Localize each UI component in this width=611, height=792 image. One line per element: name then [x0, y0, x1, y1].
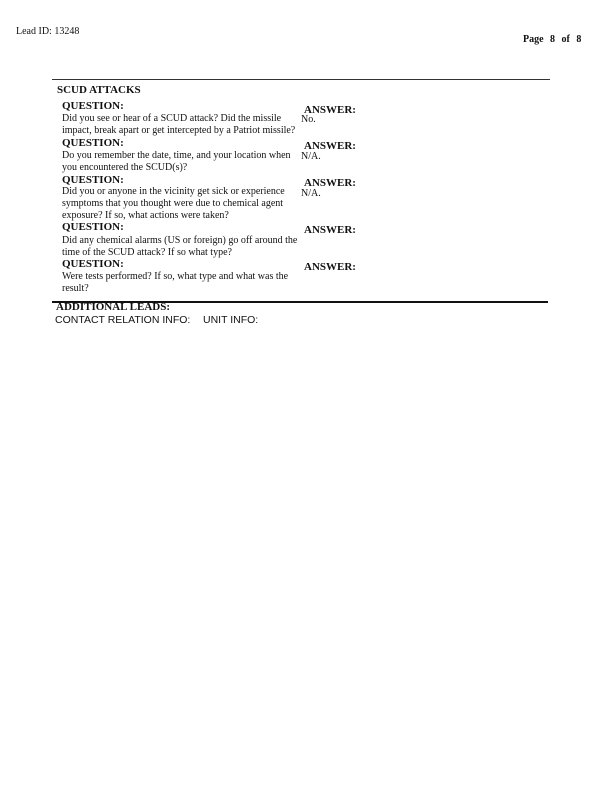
page-label: Page: [523, 34, 544, 45]
question-text: Did any chemical alarms (US or foreign) go off around the time of the SCUD attack? If so what type?: [62, 235, 298, 258]
question-text: Did you or anyone in the vicinity get sick or experience symptoms that you thought were due to chemical agent exposure? If so, what actions were taken?: [62, 186, 285, 221]
page-of: of: [561, 34, 570, 45]
page-total: 8: [576, 34, 582, 45]
question-label: QUESTION:: [62, 174, 124, 186]
answer-label: ANSWER:: [304, 261, 356, 273]
answer-text: No.: [301, 114, 316, 125]
answer-label: ANSWER:: [304, 224, 356, 236]
page-current: 8: [550, 34, 556, 45]
answer-label: ANSWER:: [304, 104, 356, 116]
answer-label: ANSWER:: [304, 177, 356, 189]
answer-text: N/A.: [301, 151, 321, 162]
question-label: QUESTION:: [62, 258, 124, 270]
answer-label: ANSWER:: [304, 140, 356, 152]
question-label: QUESTION:: [62, 221, 124, 233]
unit-info-label: UNIT INFO:: [203, 314, 259, 326]
additional-leads-title: ADDITIONAL LEADS:: [56, 301, 170, 313]
question-label: QUESTION:: [62, 137, 124, 149]
answer-text: N/A.: [301, 188, 321, 199]
question-text: Were tests performed? If so, what type and what was the result?: [62, 271, 289, 294]
question-label: QUESTION:: [62, 100, 124, 112]
top-divider: [52, 79, 550, 80]
lead-id: Lead ID: 13248: [16, 26, 80, 37]
contact-relation-info-label: CONTACT RELATION INFO:: [55, 314, 191, 326]
question-text: Do you remember the date, time, and your location when you encountered the SCUD(s)?: [62, 150, 291, 173]
page-number: [523, 34, 585, 45]
question-text: Did you see or hear of a SCUD attack? Did the missile impact, break apart or get intercepted by a Patriot missile?: [62, 113, 296, 136]
section-title: SCUD ATTACKS: [57, 84, 141, 96]
